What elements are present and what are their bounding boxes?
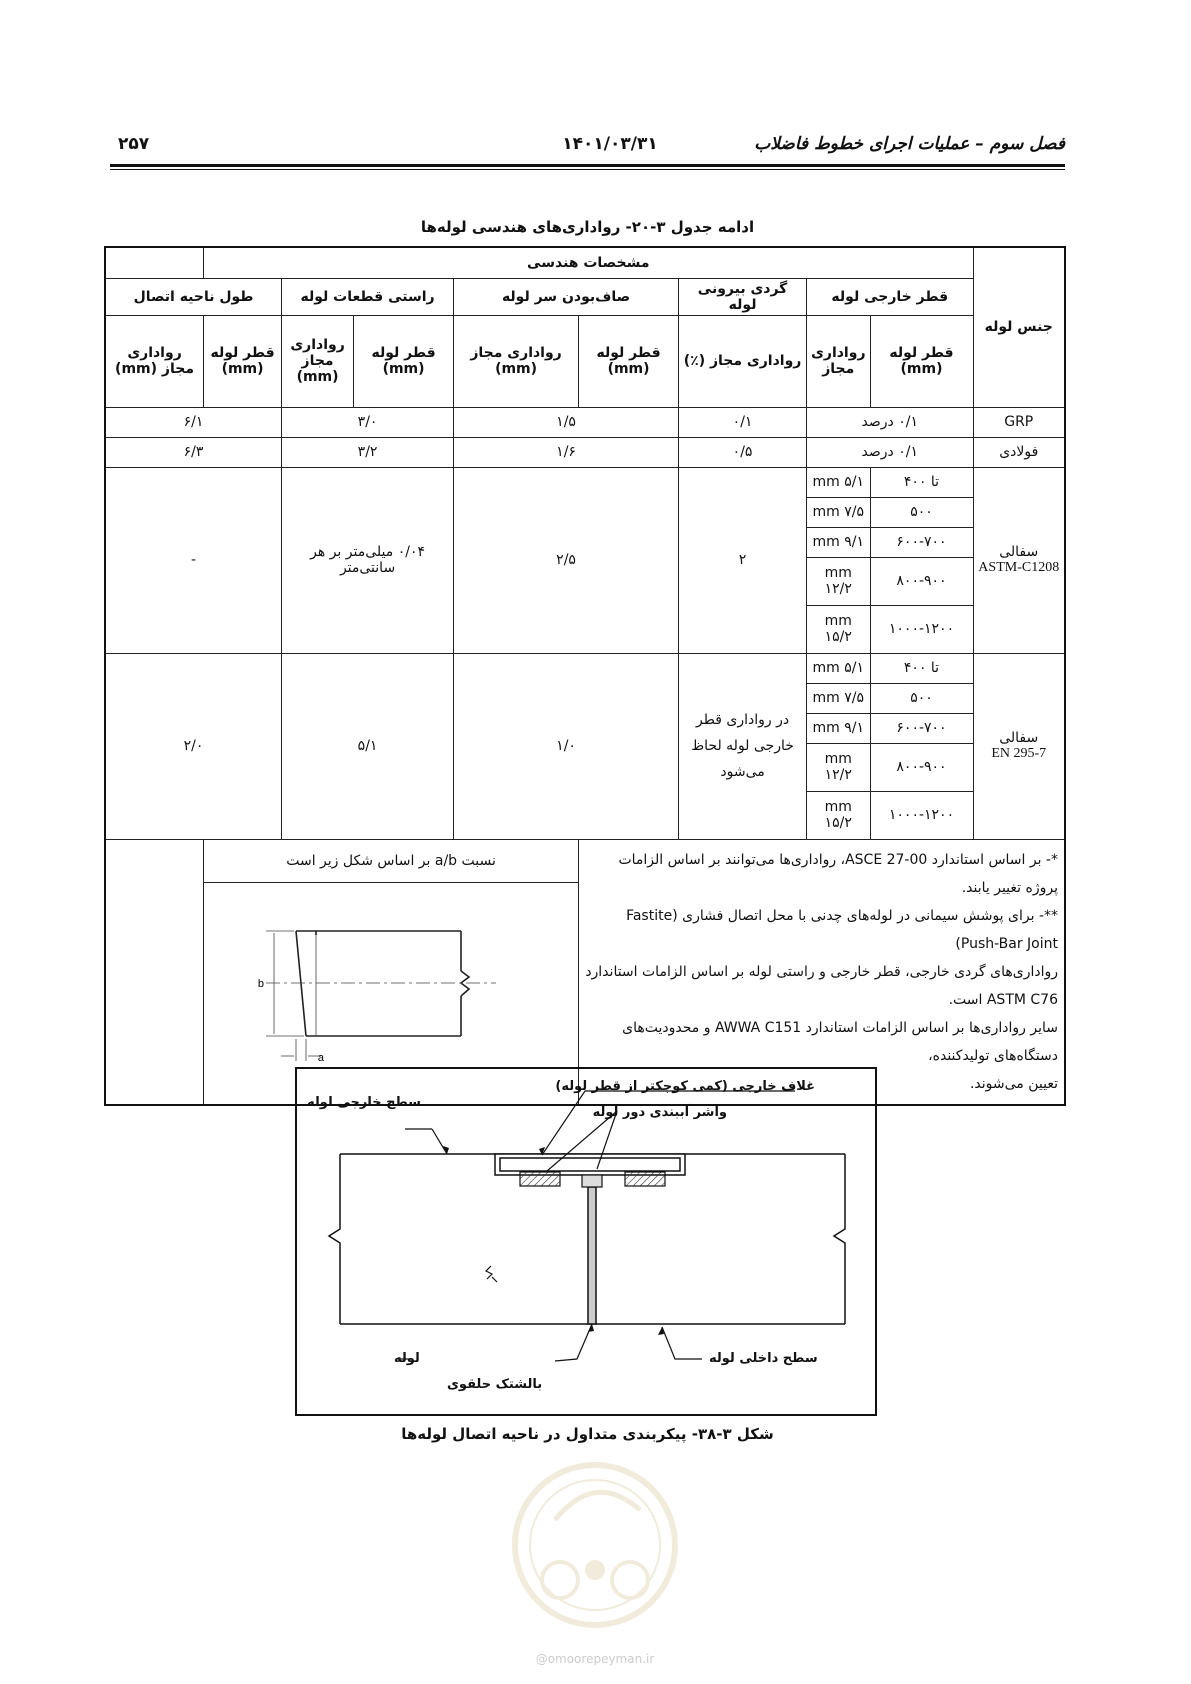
- cell-roundness: ۰/۱: [679, 407, 807, 437]
- cell-straight: ۳/۰: [282, 407, 454, 437]
- cell-size-tol: ۵/۱ mm: [807, 653, 870, 683]
- label-outer-sleeve: غلاف خارجی (کمی کوچکتر از قطر لوله): [555, 1079, 815, 1094]
- pipe-joint-figure: [295, 1067, 877, 1416]
- subhead-tolerance: رواداری مجاز: [807, 315, 870, 407]
- table-caption: ادامه جدول ۳-۲۰- رواداری‌های هندسی لوله‌ها: [420, 218, 755, 236]
- cell-size: تا ۴۰۰: [870, 653, 973, 683]
- table-row: [105, 407, 1065, 437]
- ratio-label: نسبت a/b بر اساس شکل زیر است: [204, 839, 579, 882]
- cell-size-tol: ۹/۱ mm: [807, 713, 870, 743]
- cell-size: ۶۰۰-۷۰۰: [870, 713, 973, 743]
- label-inner-surface: سطح داخلی لوله: [709, 1351, 818, 1366]
- pipe-end-sketch: [226, 911, 556, 1071]
- cell-size-tol: mm ۱۵/۲: [807, 605, 870, 653]
- cell-end: ۲/۵: [454, 467, 679, 653]
- cell-size: ۵۰۰: [870, 683, 973, 713]
- subhead-tolerance-percent: رواداری مجاز (٪): [679, 315, 807, 407]
- subhead-diameter: قطر لوله (mm): [579, 315, 679, 407]
- cell-material: سفالی EN 295-7: [973, 653, 1065, 839]
- cell-size-tol: ۷/۵ mm: [807, 683, 870, 713]
- cell-joint: -: [105, 467, 282, 653]
- tolerance-table: [104, 246, 1066, 1106]
- label-outer-surface: سطح خارجی لوله: [307, 1095, 421, 1110]
- subhead-tolerance-mm: رواداری مجاز (mm): [105, 315, 204, 407]
- cell-size-tol: ۷/۵ mm: [807, 497, 870, 527]
- watermark-logo: [500, 1450, 690, 1640]
- cell-size: ۵۰۰: [870, 497, 973, 527]
- table-row: [105, 653, 1065, 683]
- cell-outer: ۰/۱ درصد: [807, 437, 973, 467]
- cell-size-tol: mm ۱۲/۲: [807, 557, 870, 605]
- cell-size: ۸۰۰-۹۰۰: [870, 743, 973, 791]
- col-straightness: راستی قطعات لوله: [282, 278, 454, 315]
- col-roundness: گردی بیرونی لوله: [679, 278, 807, 315]
- page-number: ۲۵۷: [118, 134, 150, 154]
- cell-material: GRP: [973, 407, 1065, 437]
- cell-size-tol: ۹/۱ mm: [807, 527, 870, 557]
- cell-size: تا ۴۰۰: [870, 467, 973, 497]
- subhead-tolerance-mm: رواداری مجاز (mm): [454, 315, 579, 407]
- cell-size-tol: mm ۱۵/۲: [807, 791, 870, 839]
- col-pipe-material: جنس لوله: [973, 247, 1065, 407]
- header-rule-thin: [110, 169, 1065, 170]
- label-ring-cushion: بالشتک حلقوی: [447, 1377, 543, 1392]
- cell-size-tol: mm ۱۲/۲: [807, 743, 870, 791]
- cell-end: ۱/۶: [454, 437, 679, 467]
- label-a: a: [317, 1052, 325, 1064]
- table-row: [105, 467, 1065, 497]
- cell-size: ۸۰۰-۹۰۰: [870, 557, 973, 605]
- table-notes: *- بر اساس استاندارد ASCE 27-00، رواداری‌ها می‌توانند بر اساس الزامات پروژه تغییر یابند. **- برای پوشش سیمانی در لوله‌های چدنی با محل اتصال فشاری (Fastite Push-Bar Joint) رواداری‌های گردی خارجی، قطر خارجی و راستی لوله بر اساس الزامات استاندارد ASTM C76 است. سایر رواداری‌ها بر اساس الزامات استاندارد AWWA C151 و محدودیت‌های دستگاه‌های تولیدکننده، تعیین می‌شوند.: [579, 839, 1065, 1105]
- col-joint-length: طول ناحیه اتصال: [105, 278, 282, 315]
- cell-straight: ۰/۰۴ میلی‌متر بر هر سانتی‌متر: [282, 467, 454, 653]
- subhead-diameter: قطر لوله (mm): [204, 315, 282, 407]
- cell-joint: ۶/۱: [105, 407, 282, 437]
- cell-roundness: در رواداری قطر خارجی لوله لحاظ می‌شود: [679, 653, 807, 839]
- header-date: ۱۴۰۱/۰۳/۳۱: [562, 134, 658, 154]
- cell-material: فولادی: [973, 437, 1065, 467]
- subhead-diameter: قطر لوله (mm): [354, 315, 454, 407]
- page-header: [110, 128, 1065, 168]
- subhead-tolerance-mm: رواداری مجاز (mm): [282, 315, 354, 407]
- label-b: b: [257, 978, 265, 990]
- col-outer-diameter: قطر خارجی لوله: [807, 278, 973, 315]
- cell-end: ۱/۵: [454, 407, 679, 437]
- chapter-title: فصل سوم – عملیات اجرای خطوط فاضلاب: [754, 134, 1065, 154]
- cell-size: ۶۰۰-۷۰۰: [870, 527, 973, 557]
- cell-straight: ۳/۲: [282, 437, 454, 467]
- cell-roundness: ۰/۵: [679, 437, 807, 467]
- subhead-diameter: قطر لوله (mm): [870, 315, 973, 407]
- cell-outer: ۰/۱ درصد: [807, 407, 973, 437]
- col-geometric-specs: مشخصات هندسی: [204, 247, 973, 278]
- watermark-url: @omoorepeyman.ir: [535, 1652, 655, 1666]
- label-gasket: واشر آببندی دور لوله: [592, 1105, 727, 1120]
- cell-material: سفالی ASTM-C1208: [973, 467, 1065, 653]
- col-end-squareness: صاف‌بودن سر لوله: [454, 278, 679, 315]
- cell-size-tol: ۵/۱ mm: [807, 467, 870, 497]
- cell-size: ۱۰۰۰-۱۲۰۰: [870, 791, 973, 839]
- table-row: [105, 437, 1065, 467]
- cell-straight: ۵/۱: [282, 653, 454, 839]
- cell-size: ۱۰۰۰-۱۲۰۰: [870, 605, 973, 653]
- label-pipe: لوله: [394, 1351, 420, 1366]
- header-rule: [110, 164, 1065, 167]
- figure-caption: شکل ۳-۳۸- پیکربندی متداول در ناحیه اتصال لوله‌ها: [401, 1425, 774, 1443]
- cell-roundness: ۲: [679, 467, 807, 653]
- cell-joint: ۲/۰: [105, 653, 282, 839]
- cell-joint: ۶/۳: [105, 437, 282, 467]
- cell-end: ۱/۰: [454, 653, 679, 839]
- gear-icon: [500, 1450, 690, 1640]
